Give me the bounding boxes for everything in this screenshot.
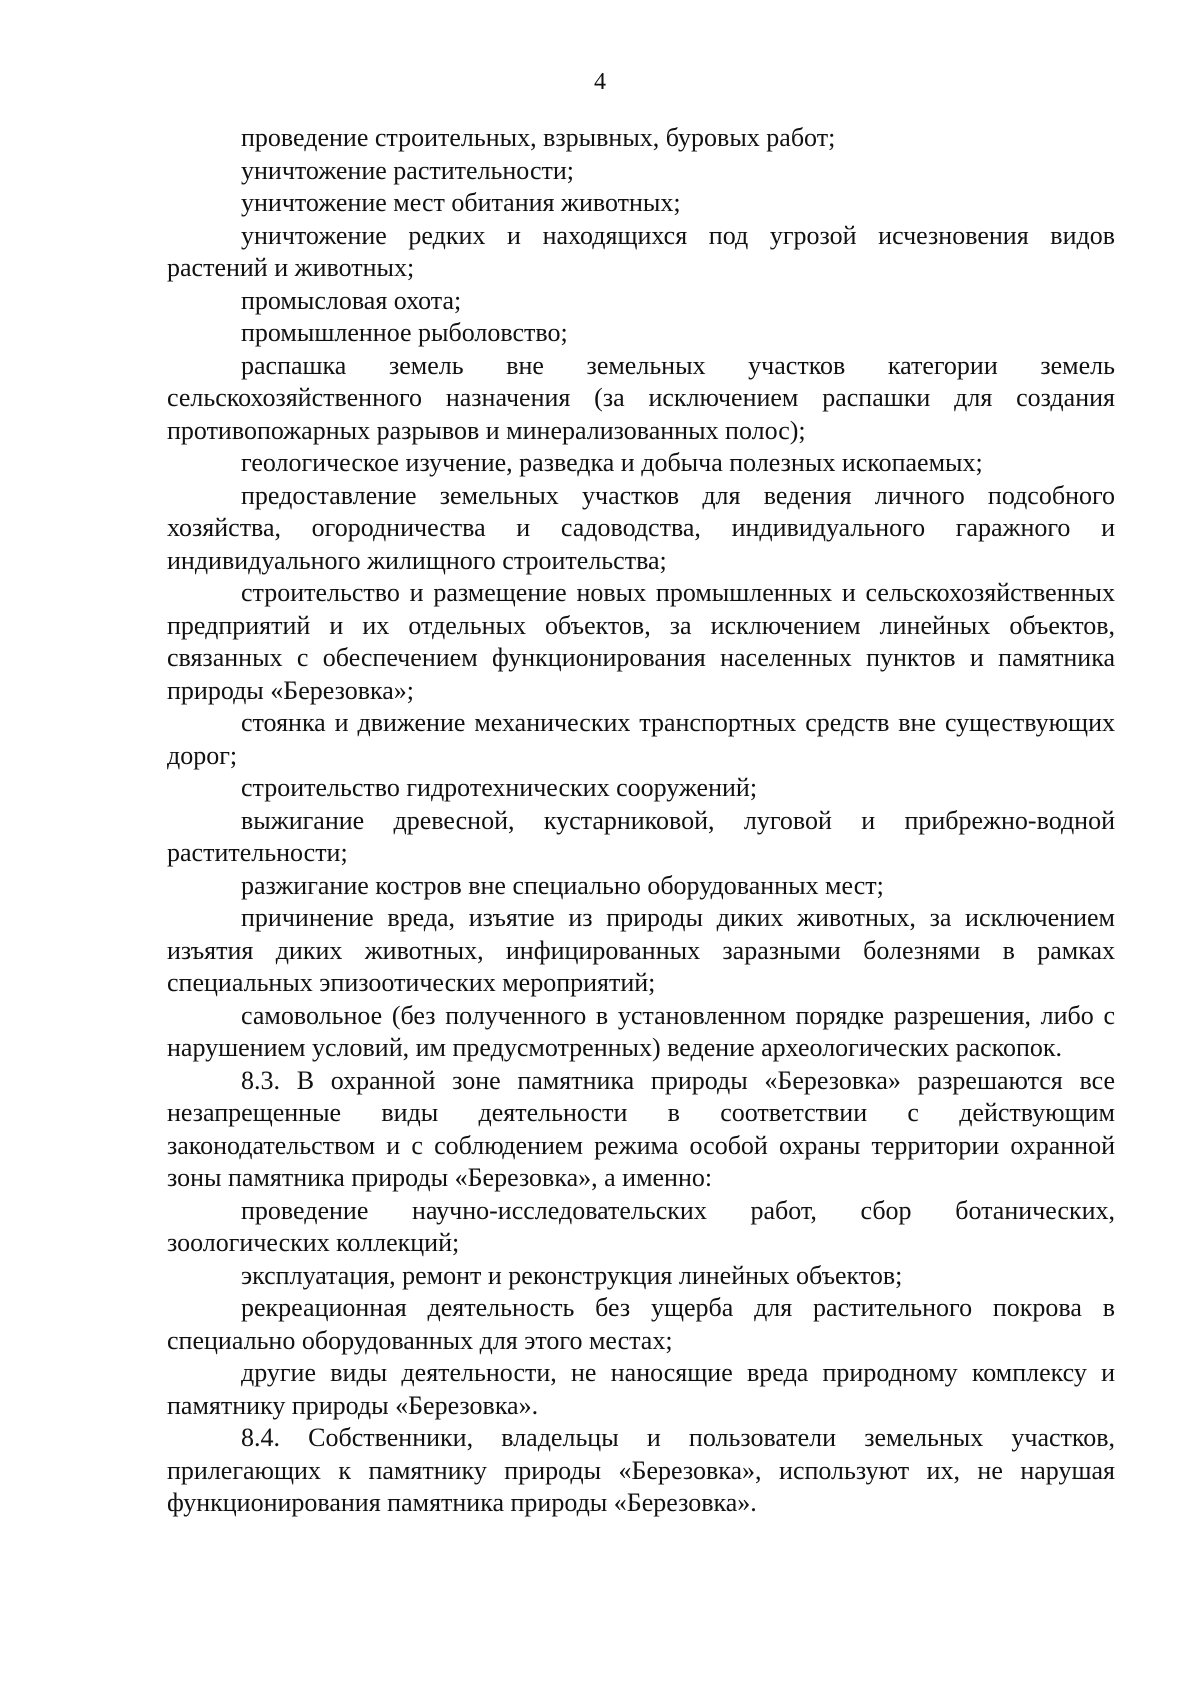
list-item-research-works: проведение научно-исследовательских работ, сбор ботанических, зоологических коллекций;	[167, 1195, 1115, 1257]
section-8-3-paragraph: 8.3. В охранной зоне памятника природы «Березовка» разрешаются все незапрещенные виды деятельности в соответствии с действующим законодательством и с соблюдением режима особой охраны территории охранной зоны памятника природы «Березовка», а именно:	[167, 1065, 1115, 1192]
list-item-campfires: разжигание костров вне специально оборудованных мест;	[241, 870, 884, 900]
list-item-commercial-hunting: промысловая охота;	[241, 285, 462, 315]
page-number: 4	[594, 69, 606, 95]
list-item-enterprise-construction: строительство и размещение новых промышленных и сельскохозяйственных предприятий и их отдельных объектов, за исключением линейных объектов, связанных с обеспечением функционирования населенных пунктов и памятника природы «Березовка»;	[167, 578, 1115, 705]
list-item-land-provision: предоставление земельных участков для ведения личного подсобного хозяйства, огородничества и садоводства, индивидуального гаражного и индивидуального жилищного строительства;	[167, 480, 1115, 575]
list-item-other-activities: другие виды деятельности, не наносящие вреда природному комплексу и памятнику природы «Березовка».	[167, 1358, 1115, 1420]
list-item-geological-study: геологическое изучение, разведка и добыча полезных ископаемых;	[241, 448, 983, 477]
list-item-industrial-fishing: промышленное рыболовство;	[241, 318, 568, 347]
list-item-recreation: рекреационная деятельность без ущерба для растительного покрова в специально оборудованных для этого местах;	[167, 1293, 1115, 1355]
list-item-rare-species-destruction: уничтожение редких и находящихся под угрозой исчезновения видов растений и животных;	[167, 220, 1115, 282]
list-item-vehicle-movement: стоянка и движение механических транспортных средств вне существующих дорог;	[167, 708, 1115, 770]
list-item-vegetation-destruction: уничтожение растительности;	[241, 155, 574, 185]
list-item-plowing: распашка земель вне земельных участков категории земель сельскохозяйственного назначения (за исключением распашки для создания противопожарных разрывов и минерализованных полос);	[167, 350, 1115, 445]
list-item-harm-to-animals: причинение вреда, изъятие из природы диких животных, за исключением изъятия диких животных, инфицированных заразными болезнями в рамках специальных эпизоотических мероприятий;	[167, 903, 1115, 997]
section-8-4-paragraph: 8.4. Собственники, владельцы и пользователи земельных участков, прилегающих к памятнику природы «Березовка», используют их, не нарушая функционирования памятника природы «Березовка».	[167, 1423, 1115, 1517]
list-item-archaeological-excavation: самовольное (без полученного в установленном порядке разрешения, либо с нарушением условий, им предусмотренных) ведение археологических раскопок.	[167, 1000, 1115, 1062]
list-item-linear-objects: эксплуатация, ремонт и реконструкция линейных объектов;	[241, 1260, 903, 1290]
list-item-construction-works: проведение строительных, взрывных, буровых работ;	[241, 123, 836, 152]
list-item-habitat-destruction: уничтожение мест обитания животных;	[241, 188, 681, 217]
document-body	[167, 122, 1115, 1520]
list-item-hydraulic-structures: строительство гидротехнических сооружений;	[241, 773, 758, 802]
list-item-vegetation-burning: выжигание древесной, кустарниковой, луговой и прибрежно-водной растительности;	[167, 805, 1115, 867]
